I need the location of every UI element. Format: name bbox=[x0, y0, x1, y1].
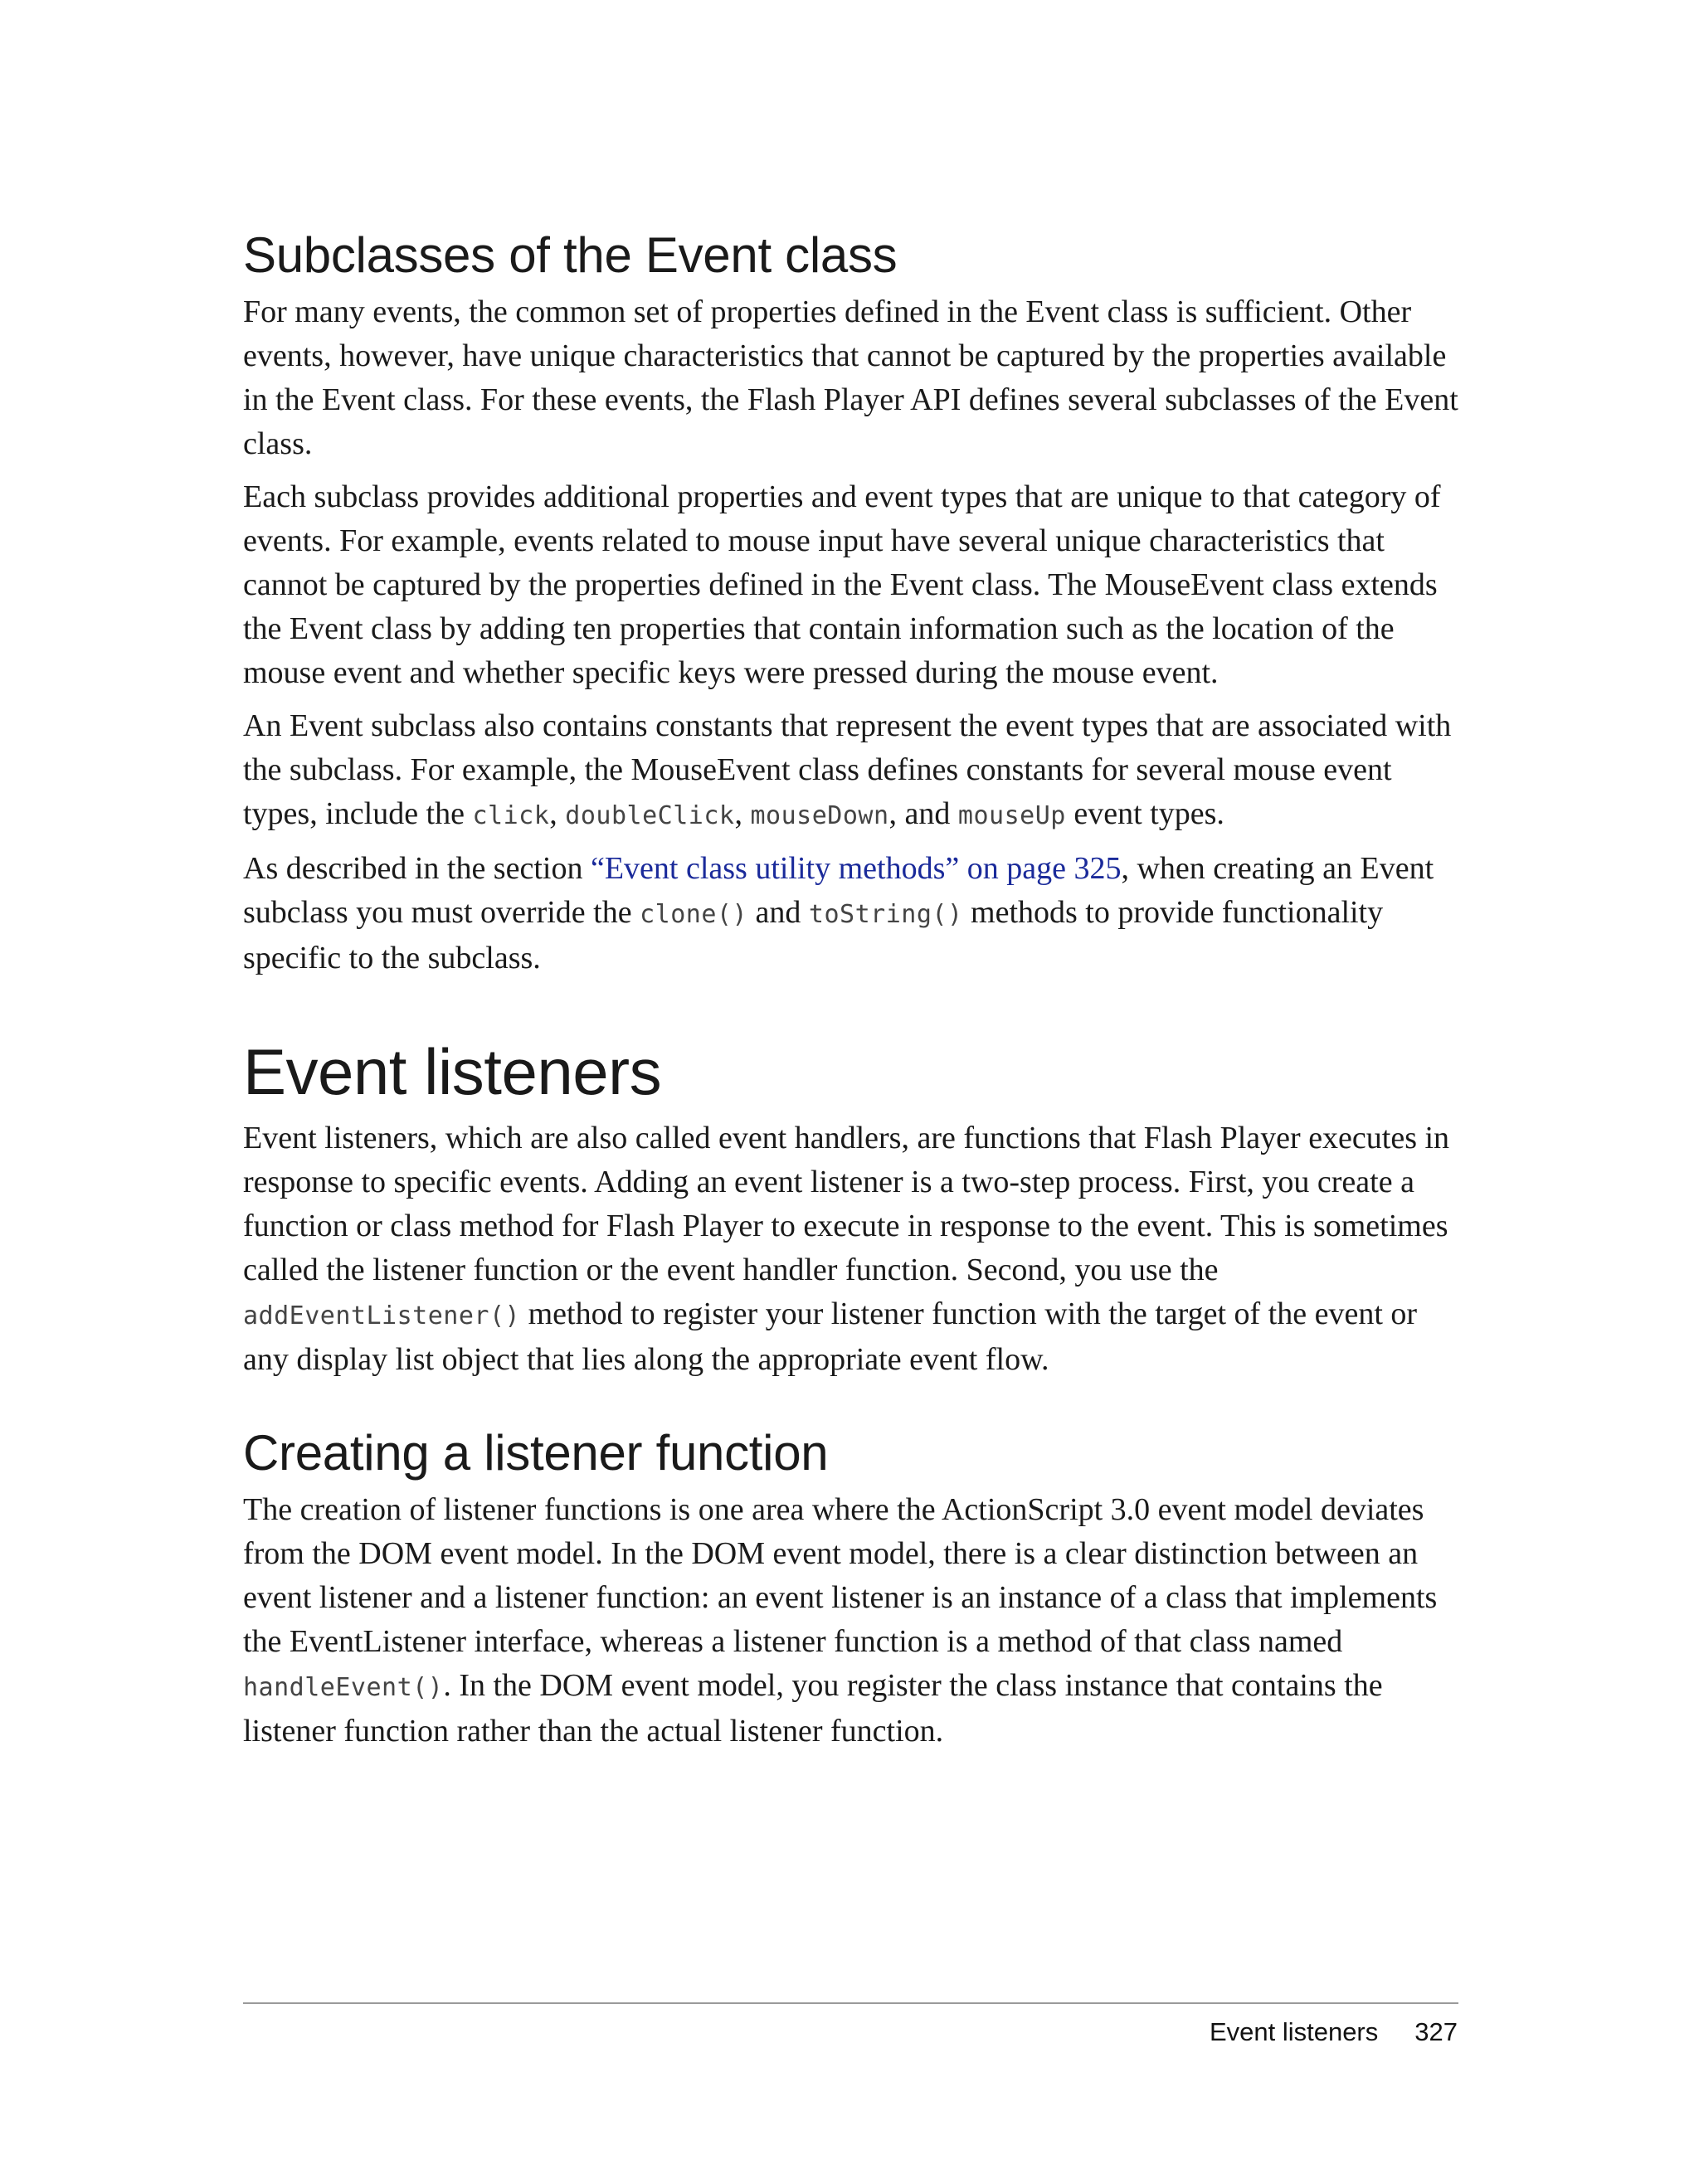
inline-code: mouseDown bbox=[750, 801, 889, 830]
footer-divider bbox=[243, 2002, 1458, 2004]
body-paragraph bbox=[243, 847, 1458, 980]
inline-code: doubleClick bbox=[565, 801, 735, 830]
text-run: , and bbox=[888, 796, 958, 831]
inline-code: mouseUp bbox=[957, 801, 1066, 830]
page-content bbox=[243, 224, 1458, 1763]
text-run: , bbox=[734, 796, 751, 831]
section-heading: Creating a listener function bbox=[243, 1425, 829, 1481]
section-creating-listener-function bbox=[243, 1422, 1458, 1754]
text-run: methods to provide functionality specific to the subclass. bbox=[243, 895, 1384, 975]
text-run: , bbox=[549, 796, 566, 831]
section-subclasses-of-event-class bbox=[243, 224, 1458, 980]
text-run: event types. bbox=[1065, 796, 1224, 831]
body-paragraph bbox=[243, 475, 1458, 695]
page-footer bbox=[1210, 2016, 1458, 2049]
inline-code: toString() bbox=[808, 900, 963, 929]
text-run: , when creating an Event subclass you must override the bbox=[243, 851, 1434, 930]
text-run: Each subclass provides additional properties and event types that are unique to that category of events. For example, events related to mouse input have several unique characteristics that cannot be captured by the properties defined in the Event class. The MouseEvent class extends the Event class by adding ten properties that contain information such as the location of the mouse event and whether specific keys were pressed during the mouse event. bbox=[243, 479, 1441, 690]
text-run: An Event subclass also contains constants that represent the event types that are associated with the subclass. For example, the MouseEvent class defines constants for several mouse event types, include the bbox=[243, 708, 1452, 831]
body-paragraph bbox=[243, 1116, 1458, 1382]
page-number: 327 bbox=[1414, 2017, 1458, 2046]
body-paragraph bbox=[243, 704, 1458, 838]
section-event-listeners bbox=[243, 1030, 1458, 1382]
text-run: The creation of listener functions is one area where the ActionScript 3.0 event model deviates from the DOM event model. In the DOM event model, there is a clear distinction between an event listener and a listener function: an event listener is an instance of a class that implements the EventListener interface, whereas a listener function is a method of that class named bbox=[243, 1492, 1438, 1659]
chapter-heading: Event listeners bbox=[243, 1035, 662, 1108]
text-run: method to register your listener function with the target of the event or any display list object that lies along the appropriate event flow. bbox=[243, 1296, 1418, 1377]
text-run: . In the DOM event model, you register the class instance that contains the listener function rather than the actual listener function. bbox=[243, 1668, 1383, 1749]
inline-code: addEventListener() bbox=[243, 1301, 521, 1330]
body-paragraph bbox=[243, 290, 1458, 466]
body-paragraph bbox=[243, 1488, 1458, 1754]
text-run: For many events, the common set of properties defined in the Event class is sufficient. Other events, however, have unique characteristics that cannot be captured by the properties available in the Event class. For these events, the Flash Player API defines several subclasses of the Event class. bbox=[243, 294, 1458, 461]
inline-code: clone() bbox=[640, 900, 748, 929]
text-run: and bbox=[747, 895, 809, 930]
inline-code: handleEvent() bbox=[243, 1673, 444, 1702]
section-heading: Subclasses of the Event class bbox=[243, 227, 898, 283]
inline-code: click bbox=[472, 801, 550, 830]
running-title: Event listeners bbox=[1209, 2017, 1379, 2046]
text-run: Event listeners, which are also called event handlers, are functions that Flash Player executes in response to specific events. Adding an event listener is a two-step process. First, you create a function or class method for Flash Player to execute in response to the event. This is sometimes called the listener function or the event handler function. Second, you use the bbox=[243, 1121, 1450, 1287]
text-run: As described in the section bbox=[243, 851, 591, 886]
cross-reference-link[interactable]: “Event class utility methods” on page 325 bbox=[590, 851, 1122, 886]
